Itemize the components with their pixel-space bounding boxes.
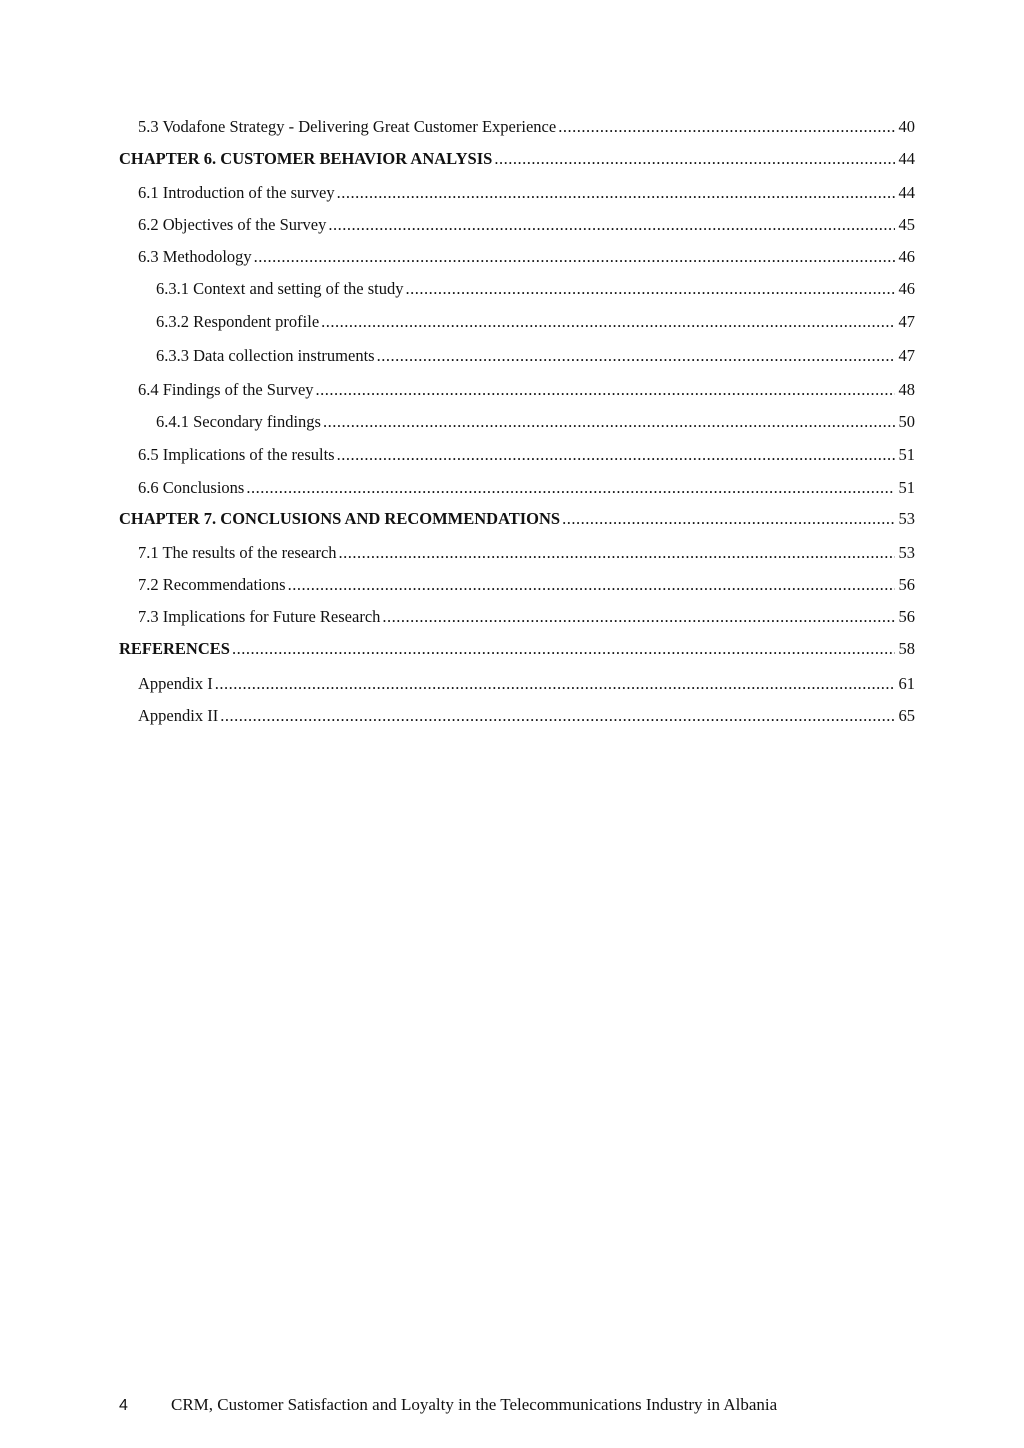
running-title: CRM, Customer Satisfaction and Loyalty in the Telecommunications Industry in Albania [171,1395,778,1414]
toc-entry[interactable] [119,574,915,596]
toc-entry-page: 65 [898,706,915,725]
toc-entry-label: 7.1 The results of the research [138,543,337,562]
toc-dot-leader [215,673,895,695]
toc-entry-label: 6.3.1 Context and setting of the study [156,279,404,298]
toc-dot-leader [562,508,894,530]
toc-entry-label: 6.6 Conclusions [138,478,245,497]
toc-entry-page: 48 [898,380,915,399]
toc-entry-page: 51 [898,478,915,497]
toc-entry-page: 56 [898,607,915,626]
toc-entry-label: 6.1 Introduction of the survey [138,183,335,202]
toc-entry[interactable] [119,379,915,401]
toc-entry[interactable] [119,214,915,236]
toc-entry-label: 5.3 Vodafone Strategy - Delivering Great Customer Experience [138,117,557,136]
toc-entry[interactable] [119,542,915,564]
toc-entry[interactable] [119,345,915,367]
toc-entry[interactable] [119,116,915,138]
toc-dot-leader [337,182,895,204]
toc-dot-leader [382,606,894,628]
toc-dot-leader [316,379,895,401]
toc-entry[interactable] [119,182,915,204]
toc-entry-label: 6.2 Objectives of the Survey [138,215,327,234]
toc-dot-leader [337,444,895,466]
page-number: 4 [119,1397,128,1414]
toc-entry-page: 50 [898,412,915,431]
toc-dot-leader [339,542,895,564]
toc-entry-page: 40 [898,117,915,136]
toc-dot-leader [254,246,895,268]
toc-entry-page: 61 [898,674,915,693]
toc-dot-leader [232,638,895,660]
toc-entry-page: 44 [898,183,915,202]
toc-entry-label: 6.3.2 Respondent profile [156,312,320,331]
page-footer [119,1394,899,1417]
toc-entry[interactable] [119,638,915,660]
toc-entry-label: Appendix II [138,706,219,725]
toc-entry[interactable] [119,477,915,499]
toc-entry[interactable] [119,673,915,695]
toc-dot-leader [405,278,894,300]
toc-entry-label: REFERENCES [119,639,230,658]
toc-entry-page: 47 [898,346,915,365]
toc-entry[interactable] [119,705,915,727]
toc-entry[interactable] [119,444,915,466]
toc-entry-page: 53 [898,509,915,528]
toc-entry-label: Appendix I [138,674,213,693]
toc-dot-leader [494,148,894,170]
toc-entry[interactable] [119,606,915,628]
toc-entry-label: 7.2 Recommendations [138,575,286,594]
toc-entry-label: CHAPTER 7. CONCLUSIONS AND RECOMMENDATIONS [119,509,561,528]
toc-entry-page: 51 [898,445,915,464]
toc-entry-label: 7.3 Implications for Future Research [138,607,381,626]
toc-entry-page: 47 [898,312,915,331]
toc-entry-page: 53 [898,543,915,562]
toc-dot-leader [377,345,895,367]
toc-entry[interactable] [119,311,915,333]
toc-entry[interactable] [119,411,915,433]
toc-entry-page: 58 [898,639,915,658]
toc-dot-leader [323,411,895,433]
toc-entry-page: 56 [898,575,915,594]
toc-entry[interactable] [119,148,915,170]
toc-entry-page: 46 [898,247,915,266]
toc-dot-leader [558,116,894,138]
toc-entry-label: 6.3.3 Data collection instruments [156,346,375,365]
toc-entry-page: 45 [898,215,915,234]
toc-dot-leader [321,311,894,333]
toc-entry-label: CHAPTER 6. CUSTOMER BEHAVIOR ANALYSIS [119,149,493,168]
toc-dot-leader [328,214,894,236]
toc-entry-label: 6.3 Methodology [138,247,252,266]
toc-entry[interactable] [119,246,915,268]
toc-entry-label: 6.5 Implications of the results [138,445,335,464]
toc-entry-page: 44 [898,149,915,168]
toc-entry[interactable] [119,508,915,530]
toc-entry-label: 6.4.1 Secondary findings [156,412,321,431]
toc-dot-leader [288,574,895,596]
toc-entry-page: 46 [898,279,915,298]
toc-dot-leader [220,705,894,727]
toc-entry[interactable] [119,278,915,300]
toc-dot-leader [246,477,894,499]
toc-entry-label: 6.4 Findings of the Survey [138,380,314,399]
